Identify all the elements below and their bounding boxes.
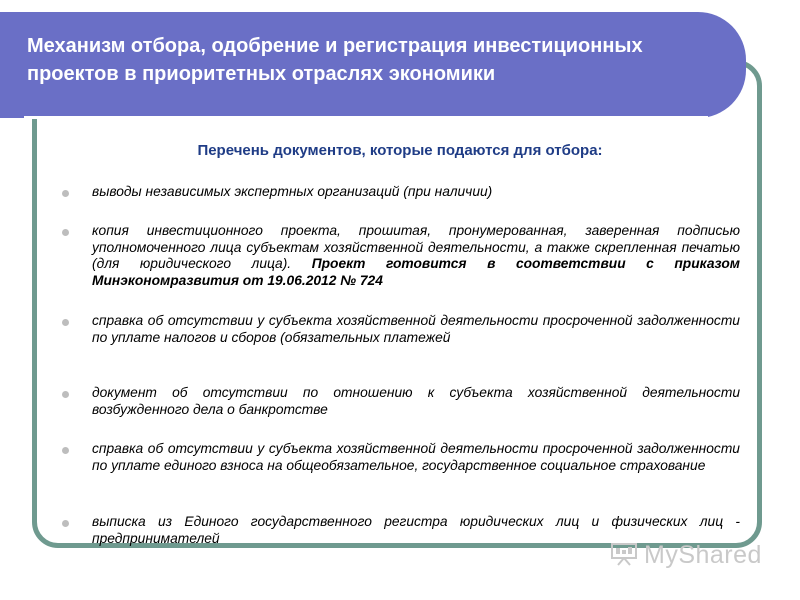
document-item-text <box>92 223 740 289</box>
document-item-text: справка об отсутствии у субъекта хозяйственной деятельности просроченной задолженности по уплате единого взноса на общеобязательное, государственное социальное страхование <box>92 441 740 473</box>
content-frame <box>32 60 762 548</box>
watermark-text: MyShared <box>644 541 762 569</box>
presentation-board-icon <box>610 542 638 566</box>
document-list-item <box>60 223 740 289</box>
document-item-text: выводы независимых экспертных организаций (при наличии) <box>92 184 493 199</box>
document-item-text-emphasis: Проект готовится в соответствии с приказом Минэкономразвития от 19.06.2012 № 724 <box>92 256 740 288</box>
bullet-icon <box>62 520 69 527</box>
document-item-text-normal: копия инвестиционного проекта, прошитая, пронумерованная, заверенная подписью уполномоченного лица субъектам хозяйственной деятельности, а также скрепленная печатью (для юридического лица). <box>92 223 740 272</box>
document-item-text: документ об отсутствии по отношению к субъекта хозяйственной деятельности возбужденного дела о банкротстве <box>92 385 740 417</box>
documents-list-title: Перечень документов, которые подаются для отбора: <box>197 142 603 159</box>
bullet-icon <box>62 447 69 454</box>
document-item-text: справка об отсутствии у субъекта хозяйственной деятельности просроченной задолженности по уплате налогов и сборов (обязательных платежей <box>92 313 740 345</box>
document-item-text: выписка из Единого государственного регистра юридических лиц и физических лиц - предпринимателей <box>92 514 740 546</box>
document-list-item <box>60 313 740 346</box>
document-list-item <box>60 441 740 474</box>
document-list-item <box>60 385 740 418</box>
bullet-icon <box>62 319 69 326</box>
bullet-icon <box>62 190 69 197</box>
document-list-item <box>60 184 740 201</box>
bullet-icon <box>62 229 69 236</box>
bullet-icon <box>62 391 69 398</box>
slide-title: Механизм отбора, одобрение и регистрация инвестиционных проектов в приоритетных отраслях экономики <box>27 35 643 85</box>
myshared-watermark <box>610 538 760 572</box>
header-divider <box>24 116 708 119</box>
